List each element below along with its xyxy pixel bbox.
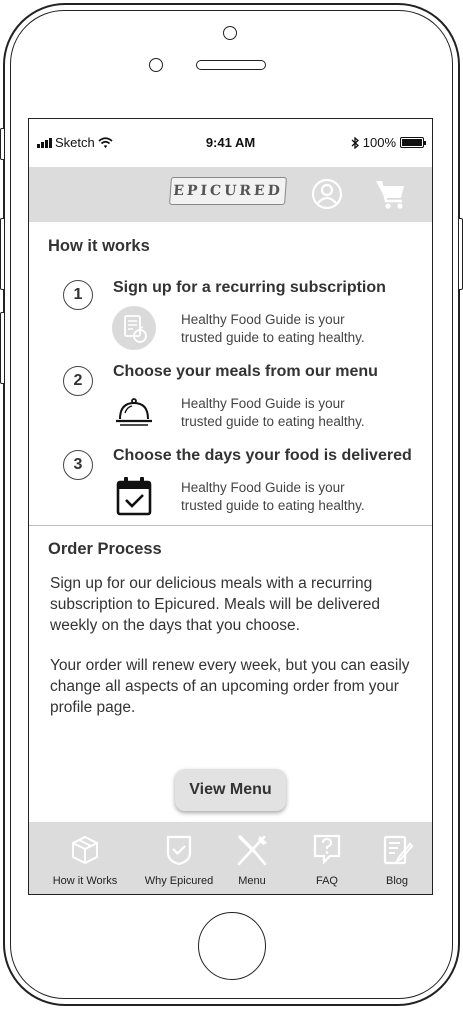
tab-why-epicured[interactable] [137,822,221,895]
step-number-2: 2 [63,366,93,396]
step-number-3: 3 [63,450,93,480]
bluetooth-icon [351,137,359,149]
proximity-sensor [149,58,163,72]
subscription-icon [111,305,157,351]
step-title-1: Sign up for a recurring subscription [113,279,386,296]
order-process-title: Order Process [48,540,162,558]
step-number-1: 1 [63,280,93,310]
step-desc-2 [181,395,365,431]
battery-fill [402,139,422,146]
calendar-check-icon [111,473,157,519]
tab-label-faq: FAQ [315,875,338,887]
step-title-2: Choose your meals from our menu [113,363,378,380]
status-right [351,135,424,150]
step-desc-2-line1: Healthy Food Guide is your [181,396,345,411]
status-time: 9:41 AM [205,135,256,150]
status-bar [29,119,432,167]
app-screen [28,118,433,895]
section-divider [29,525,432,526]
power-button [458,218,463,290]
blog-edit-icon [380,833,414,867]
step-title-3: Choose the days your food is delivered [113,447,412,464]
account-icon[interactable] [310,177,344,211]
home-button[interactable] [198,912,266,980]
tab-label-why-epicured: Why Epicured [144,875,214,887]
step-desc-3 [181,479,365,515]
tab-how-it-works[interactable] [45,822,125,895]
step-desc-3-line2: trusted guide to eating healthy. [181,498,365,513]
tab-label-blog: Blog [385,875,409,887]
box-icon [68,833,102,867]
header-bar [29,167,432,222]
tab-blog[interactable] [376,822,418,895]
shield-check-icon [162,833,196,867]
step-desc-2-line2: trusted guide to eating healthy. [181,414,365,429]
front-camera [223,26,237,40]
battery-percent: 100% [362,135,396,150]
volume-down-button [0,312,5,384]
utensils-icon [234,833,270,869]
tab-faq[interactable] [304,822,350,895]
tab-label-menu: Menu [238,875,266,887]
how-it-works-title: How it works [48,237,150,255]
carrier-label: Sketch [55,135,95,150]
tab-label-how-it-works: How it Works [52,875,118,887]
order-process-paragraph-2: Your order will renew every week, but you can easily change all aspects of an upcoming order from your profile page. [50,657,410,716]
cart-icon[interactable] [373,177,407,211]
earpiece-speaker [196,60,266,70]
battery-icon [400,137,424,148]
tab-bar [29,822,432,895]
view-menu-button[interactable]: View Menu [175,769,286,811]
step-desc-1-line2: trusted guide to eating healthy. [181,330,365,345]
tab-menu[interactable] [228,822,276,895]
step-desc-1 [181,311,365,347]
step-desc-1-line1: Healthy Food Guide is your [181,312,345,327]
step-desc-3-line1: Healthy Food Guide is your [181,480,345,495]
order-process-paragraph-1: Sign up for our delicious meals with a recurring subscription to Epicured. Meals will be delivered weekly on the days that you choose. [50,575,380,634]
epicured-logo[interactable]: EPICURED [169,177,287,205]
silent-switch [0,128,5,160]
question-bubble-icon [311,833,343,867]
volume-up-button [0,218,5,290]
cloche-icon [111,391,157,431]
